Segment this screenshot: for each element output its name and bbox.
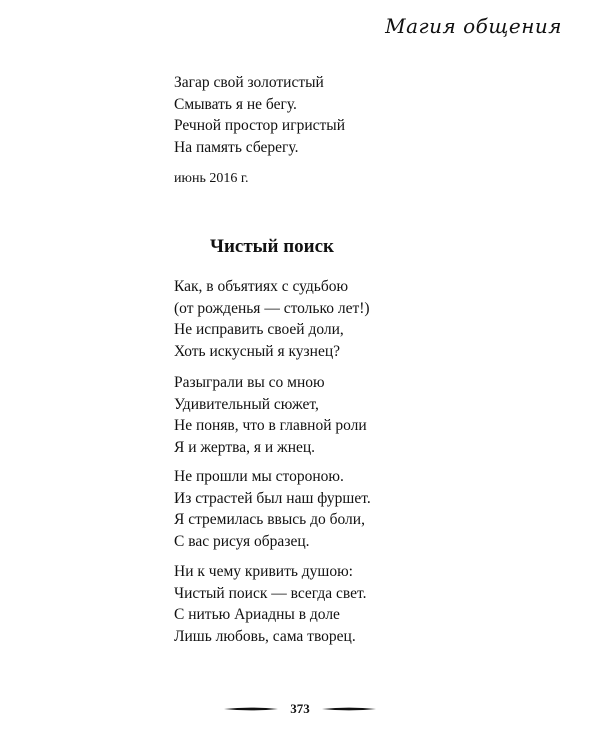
verse-line: Хоть искусный я кузнец? <box>174 342 341 360</box>
verse-line: Удивительный сюжет, <box>174 395 319 413</box>
page-footer <box>0 701 600 717</box>
verse-line: На память сберегу. <box>174 138 299 156</box>
stanza-4 <box>174 561 366 647</box>
poem-date: июнь 2016 г. <box>174 171 249 186</box>
verse-line: С нитью Ариадны в доле <box>174 606 340 623</box>
verse-line: Как, в объятиях с судьбою <box>174 278 349 295</box>
verse-line: Я стремилась ввысь до боли, <box>174 511 365 528</box>
verse-line: Речной простор игристый <box>174 117 345 134</box>
verse-line: Загар свой золотистый <box>174 74 324 91</box>
verse-line: Чистый поиск — всегда свет. <box>174 584 367 602</box>
poem-title: Чистый поиск <box>210 236 334 257</box>
verse-line: Не прошли мы стороною. <box>174 468 344 485</box>
verse-line: Из страстей был наш фуршет. <box>174 489 371 507</box>
stanza-2 <box>174 372 367 458</box>
stanza-3 <box>174 466 371 552</box>
verse-line: Не поняв, что в главной роли <box>174 417 367 434</box>
left-ornament-icon <box>222 704 280 714</box>
page-number: 373 <box>290 701 310 716</box>
verse-line: (от рожденья — столько лет!) <box>174 299 370 317</box>
verse-line: Разыграли вы со мною <box>174 374 325 391</box>
right-ornament-icon <box>320 704 378 714</box>
verse-line: Лишь любовь, сама творец. <box>174 627 356 645</box>
verse-line: С вас рисуя образец. <box>174 532 310 550</box>
previous-poem-stanza <box>174 72 345 158</box>
verse-line: Я и жертва, я и жнец. <box>174 438 316 456</box>
verse-line: Не исправить своей доли, <box>174 321 344 338</box>
verse-line: Смывать я не бегу. <box>174 95 297 113</box>
running-title: Магия общения <box>385 14 562 38</box>
stanza-1 <box>174 276 370 362</box>
verse-line: Ни к чему кривить душою: <box>174 563 353 580</box>
